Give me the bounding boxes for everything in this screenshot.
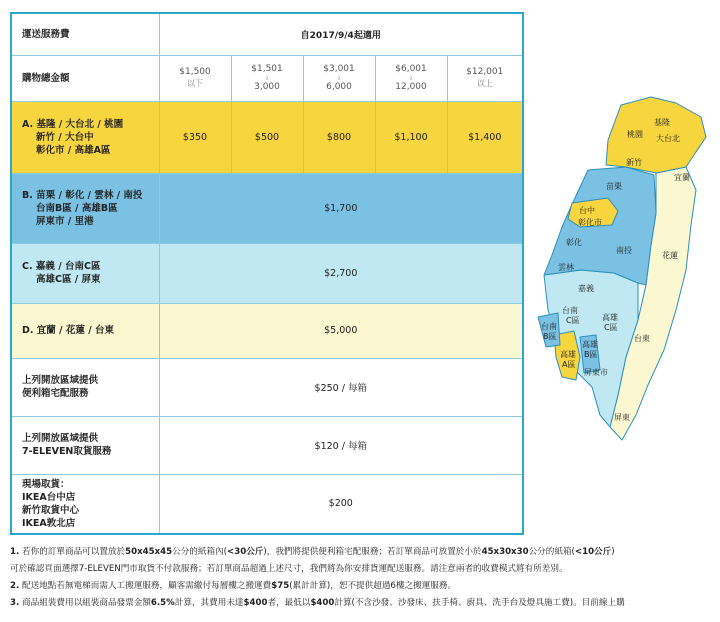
note-fragment: )，我們將提供便利箱宅配服務；若訂單商品可放置於小於 — [263, 547, 482, 557]
zone-a-price: $1,400 — [447, 101, 523, 173]
tier-cell — [447, 55, 523, 101]
tier-cell — [303, 55, 375, 101]
note-fragment: ) — [611, 547, 615, 557]
amount-label: 購物總金額 — [11, 55, 159, 101]
note-fragment: 若你的訂單商品可以置放於 — [22, 547, 126, 557]
tier-top: $1,501 — [251, 63, 283, 74]
zone-b-line: 屏東市 / 里港 — [36, 215, 94, 227]
map-label-tainan-b1: 台南 — [541, 322, 557, 331]
note-fragment: (累計計算)，恕不提供超過6樓之搬運服務。 — [289, 581, 457, 591]
map-label-kaohsiung-c2: C區 — [604, 323, 618, 332]
map-label-miaoli: 苗栗 — [606, 182, 622, 191]
zone-a-row — [11, 101, 523, 173]
zone-c-line: 高雄C區 / 屏東 — [36, 274, 101, 285]
note-fragment: 公分的紙箱( — [528, 547, 575, 557]
convenience-box-line: 便利箱宅配服務 — [22, 388, 89, 399]
zone-a-line: 新竹 / 大台中 — [36, 131, 94, 143]
zone-a-price: $350 — [159, 101, 231, 173]
tier-top: $1,500 — [179, 67, 211, 77]
note-highlight: $400 — [310, 598, 335, 608]
note-highlight: <30公斤 — [227, 547, 264, 557]
zone-b-line: 台南B區 / 高雄B區 — [36, 202, 118, 214]
tier-top: $6,001 — [395, 63, 427, 74]
note-highlight: 45x30x30 — [481, 547, 529, 557]
note-text — [22, 544, 710, 561]
note-number: 1. — [10, 547, 20, 557]
table-header-row — [11, 13, 523, 55]
map-label-taichung: 台中 — [579, 206, 595, 215]
note-highlight: 6.5% — [150, 598, 175, 608]
convenience-box-price: $250 / 每箱 — [159, 358, 523, 416]
map-label-pingtung-city: 屏東市 — [584, 368, 608, 377]
map-label-kaohsiung-a2: A區 — [562, 360, 576, 369]
note-number: 3. — [10, 598, 20, 608]
map-label-kaohsiung-b2: B區 — [584, 350, 598, 359]
zone-c-label — [11, 243, 159, 303]
map-label-tainan-c1: 台南 — [562, 306, 578, 315]
zone-c-price: $2,700 — [159, 243, 523, 303]
tier-top: $3,001 — [323, 63, 355, 74]
taiwan-delivery-zone-map — [526, 95, 716, 450]
seven-eleven-row — [11, 416, 523, 474]
zone-a-line: 彰化市 / 高雄A區 — [36, 144, 111, 156]
pickup-price: $200 — [159, 474, 523, 534]
map-label-taoyuan: 桃園 — [627, 130, 643, 139]
map-label-hualien: 花蓮 — [662, 251, 678, 260]
tier-top: $12,001 — [466, 67, 504, 77]
convenience-box-row — [11, 358, 523, 416]
zone-b-row — [11, 173, 523, 243]
map-label-changhua-city: 彰化市 — [578, 218, 602, 227]
note-number: 2. — [10, 581, 20, 591]
notes-section — [10, 544, 710, 612]
pickup-line: 現場取貨： — [22, 478, 70, 490]
note-text — [22, 595, 710, 612]
note-fragment: 者，最低以 — [267, 598, 311, 608]
note-fragment: 公分的紙箱內( — [172, 547, 228, 557]
note-text — [22, 578, 710, 595]
note-highlight: $75 — [271, 581, 290, 591]
note-highlight: 50x45x45 — [125, 547, 173, 557]
zone-d-row — [11, 303, 523, 358]
map-label-taipei: 大台北 — [656, 134, 680, 143]
zone-d-line: D. 宜蘭 / 花蓮 / 台東 — [22, 325, 114, 336]
note-item — [10, 578, 710, 595]
pickup-label — [11, 474, 159, 534]
seven-eleven-line: 7-ELEVEN取貨服務 — [22, 446, 112, 457]
zone-c-line: C. 嘉義 / 台南C區 — [22, 261, 101, 272]
map-label-changhua: 彰化 — [566, 238, 582, 247]
map-label-yunlin: 雲林 — [558, 263, 574, 272]
header-service-fee: 運送服務費 — [11, 13, 159, 55]
map-label-nantou: 南投 — [616, 246, 632, 255]
zone-b-line: B. 苗栗 / 彰化 / 雲林 / 南投 — [22, 189, 143, 201]
map-label-yilan: 宜蘭 — [674, 173, 690, 182]
zone-a-price: $500 — [231, 101, 303, 173]
tier-bottom: 6,000 — [326, 81, 352, 92]
zone-d-price: $5,000 — [159, 303, 523, 358]
map-label-hsinchu: 新竹 — [626, 158, 642, 167]
zone-b-label — [11, 173, 159, 243]
note-item — [10, 544, 710, 561]
zone-b-price: $1,700 — [159, 173, 523, 243]
map-label-taitung: 台東 — [634, 334, 650, 343]
note-highlight: $400 — [243, 598, 268, 608]
convenience-box-label — [11, 358, 159, 416]
header-effective-date: 自2017/9/4起適用 — [159, 13, 523, 55]
map-label-tainan-b2: B區 — [543, 332, 557, 341]
map-label-kaohsiung-a1: 高雄 — [560, 350, 576, 359]
tier-bottom: 以上 — [476, 79, 493, 88]
zone-a-price: $1,100 — [375, 101, 447, 173]
pickup-line: IKEA台中店 — [22, 491, 76, 503]
map-label-kaohsiung-c1: 高雄 — [602, 313, 618, 322]
note-fragment: 商品組裝費用以組裝商品發票金額 — [22, 598, 151, 608]
tier-cell — [231, 55, 303, 101]
amount-tier-row — [11, 55, 523, 101]
note-highlight: <10公斤 — [574, 547, 612, 557]
tier-cell — [159, 55, 231, 101]
tier-tilde: ≀ — [265, 73, 269, 82]
tier-cell — [375, 55, 447, 101]
convenience-box-line: 上列開放區域提供 — [22, 375, 99, 386]
zone-d-label — [11, 303, 159, 358]
pickup-line: IKEA敦北店 — [22, 517, 76, 529]
map-label-pingtung: 屏東 — [614, 413, 630, 422]
seven-eleven-label — [11, 416, 159, 474]
pickup-line: 新竹取貨中心 — [22, 504, 80, 516]
zone-a-price: $800 — [303, 101, 375, 173]
note-fragment: 計算，其費用未達 — [174, 598, 244, 608]
tier-bottom: 3,000 — [254, 81, 280, 92]
zone-c-row — [11, 243, 523, 303]
tier-bottom: 12,000 — [395, 81, 427, 92]
map-label-keelung: 基隆 — [654, 118, 670, 127]
map-label-tainan-c2: C區 — [566, 316, 580, 325]
tier-tilde: ≀ — [409, 73, 413, 82]
seven-eleven-price: $120 / 每箱 — [159, 416, 523, 474]
seven-eleven-line: 上列開放區域提供 — [22, 433, 99, 444]
note-fragment: 計算(不含沙發、沙發床、扶手椅、廚具、洗手台及燈具施工費)。目前線上購 — [334, 598, 625, 608]
map-label-kaohsiung-b1: 高雄 — [582, 340, 598, 349]
pickup-row — [11, 474, 523, 534]
shipping-fee-table — [10, 12, 524, 535]
tier-bottom: 以下 — [187, 79, 203, 88]
note-continuation: 可於確認頁面選擇7-ELEVEN門市取貨不付款服務；若訂單商品超過上述尺寸，我們將為你安排貨運配送服務。請注意兩者的收費模式將有所差別。 — [10, 564, 568, 574]
map-label-chiayi: 嘉義 — [578, 284, 594, 293]
note-item — [10, 595, 710, 612]
zone-a-line: A. 基隆 / 大台北 / 桃園 — [22, 118, 124, 130]
tier-tilde: ≀ — [337, 73, 341, 82]
note-fragment: 配送地點若無電梯而需人工搬運服務，顧客需繳付每層樓之搬運費 — [22, 581, 272, 591]
zone-a-label — [11, 101, 159, 173]
